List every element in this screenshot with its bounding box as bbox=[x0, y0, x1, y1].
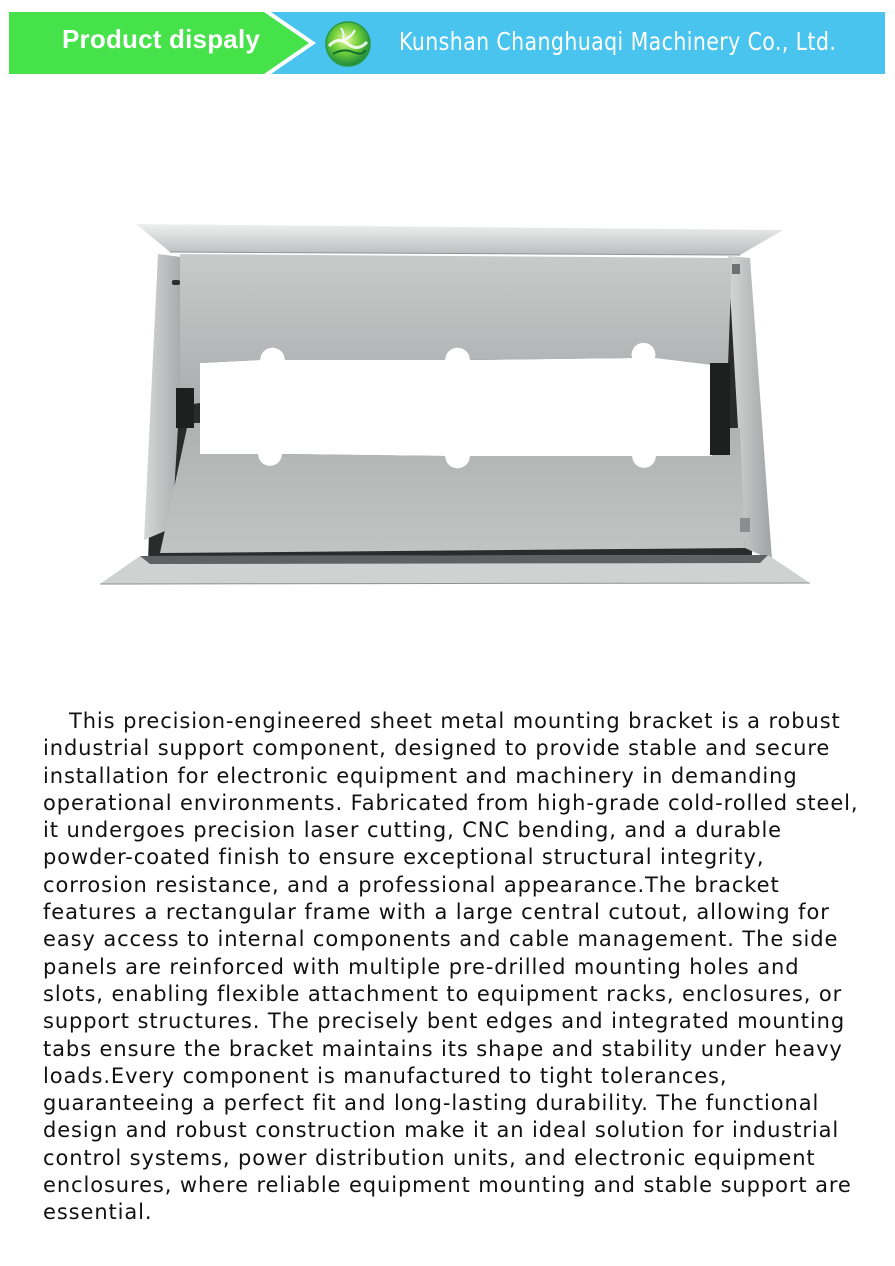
globe-logo-icon bbox=[323, 20, 373, 68]
company-name: Kunshan Changhuaqi Machinery Co., Ltd. bbox=[399, 27, 837, 56]
header-banner bbox=[9, 12, 885, 74]
section-title: Product dispaly bbox=[62, 24, 261, 54]
product-description: This precision-engineered sheet metal mounting bracket is a robust industrial support component, designed to provide stable and secure installation for electronic equipment and machinery in demanding operational environments. Fabricated from high-grade cold-rolled steel, it undergoes precision laser cutting, CNC bending, and a durable powder-coated finish to ensure exceptional structural integrity, corrosion resistance, and a professional appearance.The bracket features a rectangular frame with a large central cutout, allowing for easy access to internal components and cable management. The side panels are reinforced with multiple pre-drilled mounting holes and slots, enabling flexible attachment to equipment racks, enclosures, or support structures. The precisely bent edges and integrated mounting tabs ensure the bracket maintains its shape and stability under heavy loads.Every component is manufactured to tight tolerances, guaranteeing a perfect fit and long-lasting durability. The functional design and robust construction make it an ideal solution for industrial control systems, power distribution units, and electronic equipment enclosures, where reliable equipment mounting and stable support are essential. bbox=[43, 709, 859, 1225]
sheet-metal-bracket-photo bbox=[100, 218, 815, 590]
